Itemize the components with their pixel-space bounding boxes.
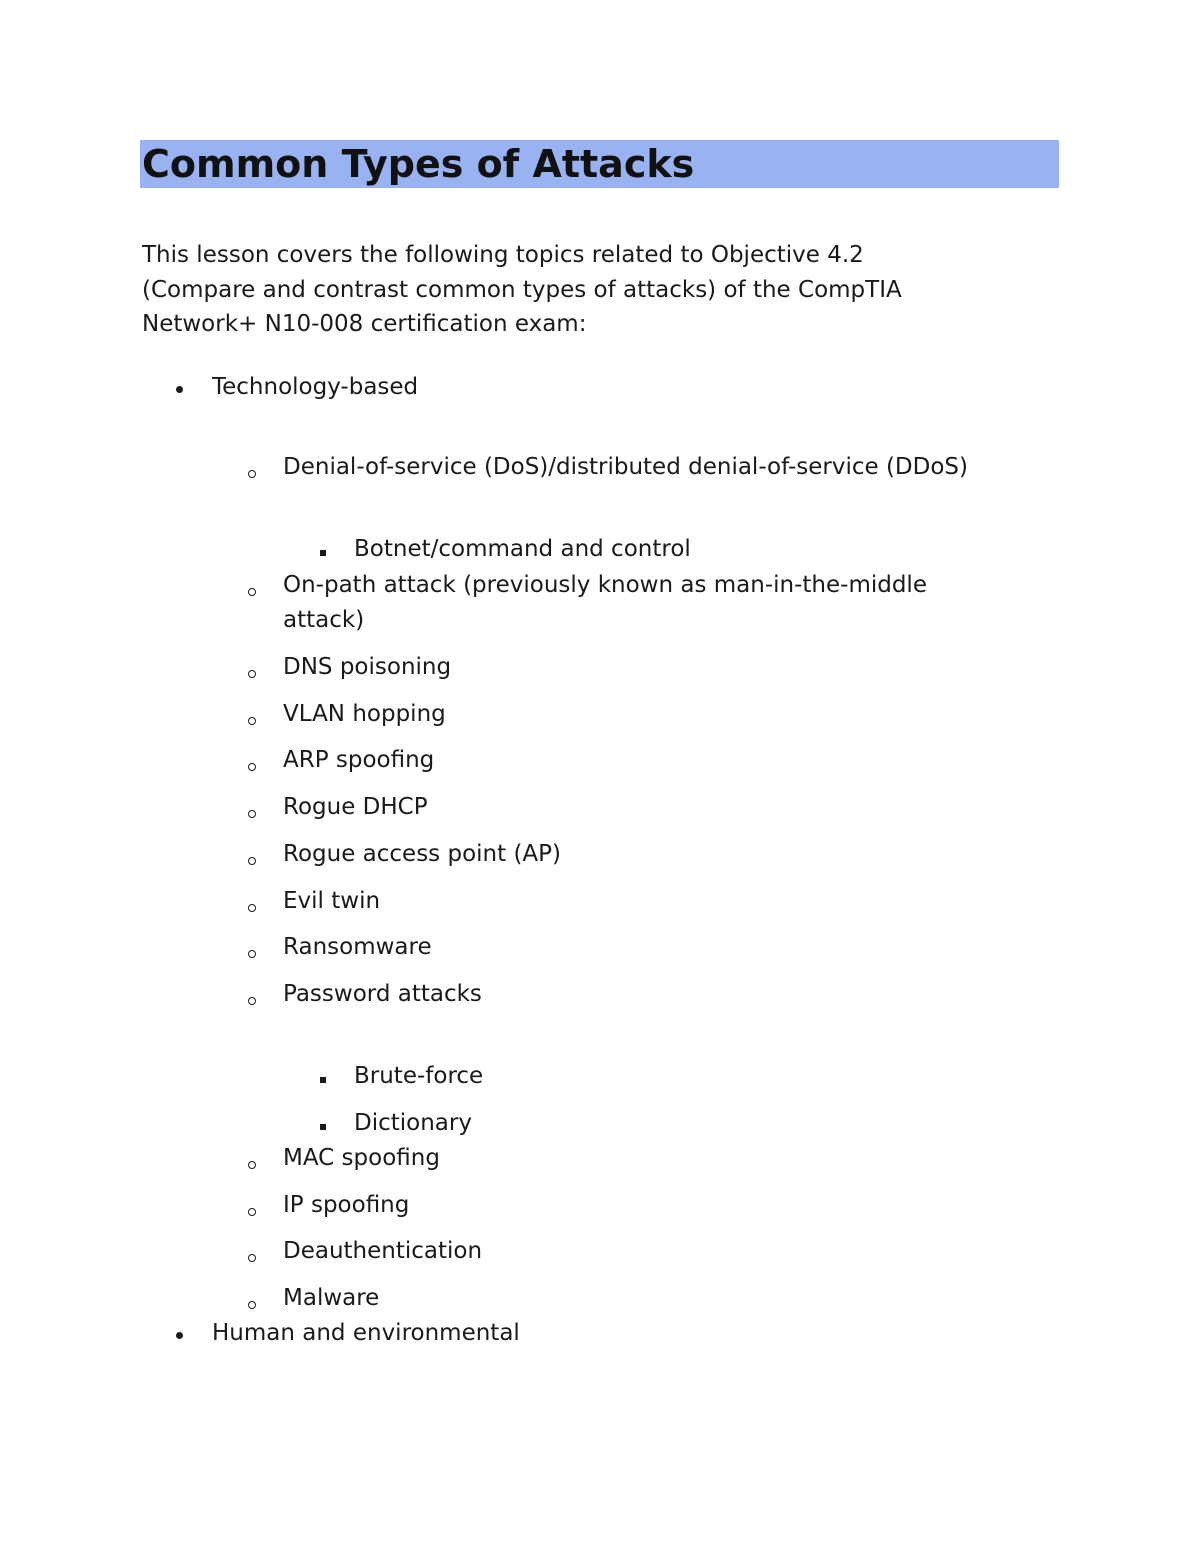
list-item-on-path-attack: On-path attack (previously known as man-in-the-middle attack)	[283, 568, 927, 638]
bullet-square-icon	[320, 1077, 326, 1083]
bullet-circle-icon	[248, 717, 256, 725]
list-item-rogue-dhcp: Rogue DHCP	[283, 790, 428, 825]
list-item-ip-spoofing: IP spoofing	[283, 1188, 409, 1223]
page-title: Common Types of Attacks	[142, 142, 695, 186]
bullet-square-icon	[320, 550, 326, 556]
bullet-circle-icon	[248, 763, 256, 771]
list-item-ransomware: Ransomware	[283, 930, 432, 965]
bullet-circle-icon	[248, 857, 256, 865]
list-item-dictionary: Dictionary	[354, 1106, 472, 1141]
bullet-square-icon	[320, 1124, 326, 1130]
bullet-circle-icon	[248, 470, 256, 478]
bullet-circle-icon	[248, 1254, 256, 1262]
list-item-malware: Malware	[283, 1281, 379, 1316]
list-item-brute-force: Brute-force	[354, 1059, 483, 1094]
intro-line: (Compare and contrast common types of attacks) of the CompTIA	[142, 276, 902, 303]
list-item-arp-spoofing: ARP spoofing	[283, 743, 434, 778]
list-item-rogue-ap: Rogue access point (AP)	[283, 837, 561, 872]
list-item-human-environmental: Human and environmental	[212, 1316, 520, 1351]
intro-line: This lesson covers the following topics related to Objective 4.2	[142, 242, 864, 268]
list-item-vlan-hopping: VLAN hopping	[283, 697, 446, 732]
bullet-circle-icon	[248, 904, 256, 912]
bullet-circle-icon	[248, 950, 256, 958]
bullet-circle-icon	[248, 670, 256, 678]
bullet-circle-icon	[248, 1208, 256, 1216]
bullet-dot-icon	[176, 1332, 183, 1339]
bullet-circle-icon	[248, 1301, 256, 1309]
bullet-circle-icon	[248, 997, 256, 1005]
list-item-password-attacks: Password attacks	[283, 977, 482, 1012]
list-item-deauthentication: Deauthentication	[283, 1234, 482, 1269]
list-item-dos-ddos: Denial-of-service (DoS)/distributed denial-of-service (DDoS)	[283, 450, 968, 485]
intro-paragraph	[142, 238, 1042, 342]
bullet-circle-icon	[248, 1161, 256, 1169]
bullet-dot-icon	[176, 386, 183, 393]
list-item-evil-twin: Evil twin	[283, 884, 380, 919]
intro-line: Network+ N10-008 certification exam:	[142, 311, 587, 337]
list-item-dns-poisoning: DNS poisoning	[283, 650, 451, 685]
list-item-mac-spoofing: MAC spoofing	[283, 1141, 440, 1176]
bullet-circle-icon	[248, 588, 256, 596]
list-item-technology-based: Technology-based	[212, 370, 418, 405]
list-item-botnet: Botnet/command and control	[354, 532, 691, 567]
bullet-circle-icon	[248, 810, 256, 818]
